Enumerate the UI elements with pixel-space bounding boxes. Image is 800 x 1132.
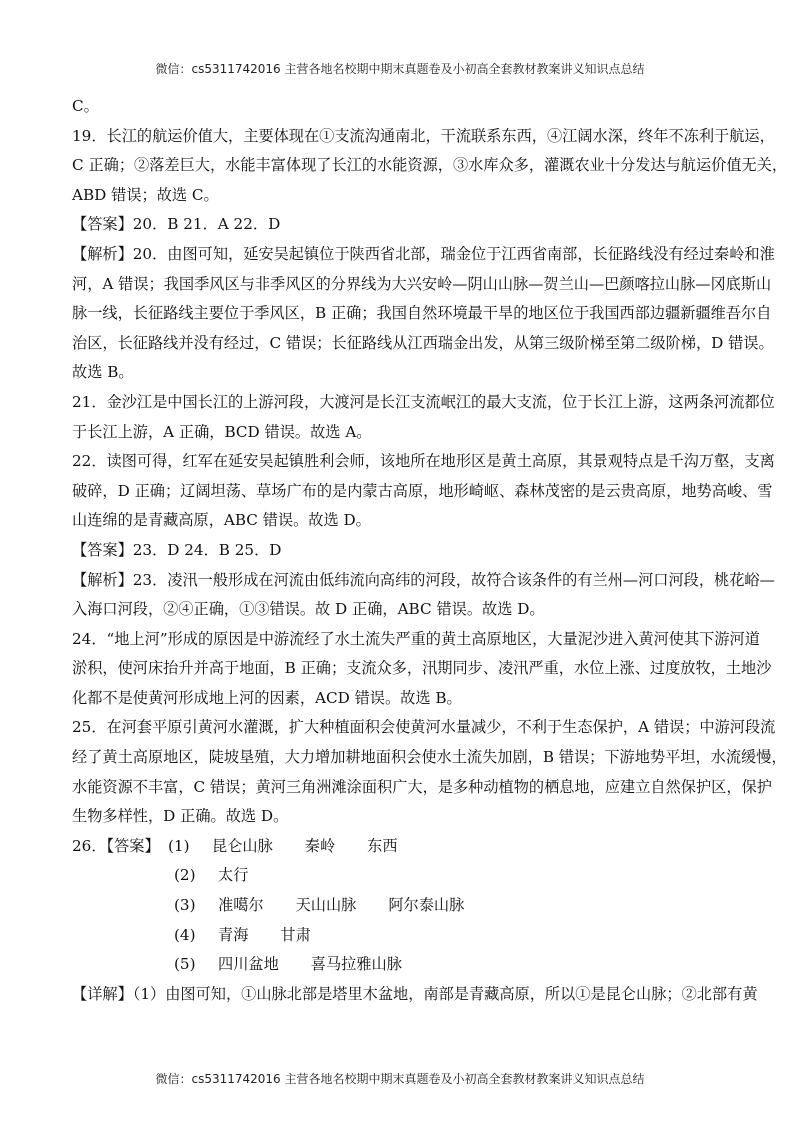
- answer-term: 昆仑山脉: [212, 836, 273, 855]
- text-line: 生物多样性，D 正确。故选 D。: [72, 807, 289, 826]
- answer-row: [72, 891, 728, 921]
- detail-line: 【详解】（1）由图可知，①山脉北部是塔里木盆地，南部是青藏高原，所以①是昆仑山脉；②北部有黄: [72, 984, 758, 1003]
- text-lines: [72, 92, 788, 832]
- page-body: [72, 92, 788, 1009]
- answer-term: 天山山脉: [295, 896, 357, 915]
- answer-indent: [72, 921, 174, 951]
- answer-heading: 26．【答案】: [72, 836, 160, 855]
- text-line: 19．长江的航运价值大，主要体现在①支流沟通南北，干流联系东西，④江阔水深，终年不冻利于航运，: [72, 126, 775, 145]
- text-line: ABD 错误；故选 C。: [72, 185, 219, 204]
- answer-indent: [72, 891, 174, 921]
- text-line: 水能资源不丰富，C 错误；黄河三角洲滩涂面积广大，是多种动植物的栖息地，应建立自然保护区，保护: [72, 777, 772, 796]
- answer-number: (4): [174, 925, 196, 944]
- answer-number: (5): [174, 955, 196, 974]
- answer-indent: [72, 950, 174, 980]
- answer-26-block: [72, 832, 728, 980]
- text-line: 化都不是使黄河形成地上河的因素，ACD 错误。故选 B。: [72, 688, 462, 707]
- text-line: 山连绵的是青藏高原，ABC 错误。故选 D。: [72, 511, 371, 530]
- page-footer: 微信：cs5311742016 主营各地名校期中期末真题卷及小初高全套教材教案讲义知识点总结: [155, 1072, 645, 1086]
- answer-term: 四川盆地: [218, 955, 279, 974]
- text-line: 故选 B。: [72, 363, 134, 382]
- text-line: 【答案】23．D 24．B 25．D: [72, 540, 282, 559]
- text-line: 淤积，使河床抬升并高于地面，B 正确；支流众多，汛期同步、凌汛严重，水位上涨、过度放牧，土地沙: [72, 659, 772, 678]
- answer-number: (2): [174, 866, 196, 885]
- answer-number: (3): [174, 896, 196, 915]
- text-line: 24．“地上河”形成的原因是中游流经了水土流失严重的黄土高原地区，大量泥沙进入黄河使其下游河道: [72, 629, 760, 648]
- text-line: 治区，长征路线并没有经过，C 错误；长征路线从江西瑞金出发，从第三级阶梯至第二级阶梯，D 错误。: [72, 333, 774, 352]
- page-header: 微信：cs5311742016 主营各地名校期中期末真题卷及小初高全套教材教案讲义知识点总结: [155, 62, 645, 76]
- text-line: 破碎，D 正确；辽阔坦荡、草场广布的是内蒙古高原，地形崎岖、森林茂密的是云贵高原，地势高峻、雪: [72, 481, 773, 500]
- text-line: 【答案】20．B 21．A 22．D: [72, 215, 281, 234]
- answer-term: 太行: [218, 866, 249, 885]
- text-line: 河，A 错误；我国季风区与非季风区的分界线为大兴安岭—阴山山脉—贺兰山—巴颜喀拉山脉—冈底斯山: [72, 274, 772, 293]
- text-line: 入海口河段，②④正确，①③错误。故 D 正确，ABC 错误。故选 D。: [72, 600, 545, 619]
- answer-term: 秦岭: [304, 836, 336, 855]
- answer-term: 阿尔泰山脉: [388, 896, 465, 915]
- answer-term: 喜马拉雅山脉: [310, 955, 402, 974]
- text-line: 于长江上游，A 正确，BCD 错误。故选 A。: [72, 422, 372, 441]
- answer-term: 东西: [367, 836, 398, 855]
- text-line: 【解析】20．由图可知，延安吴起镇位于陕西省北部，瑞金位于江西省南部，长征路线没有经过秦岭和淮: [72, 244, 775, 263]
- answer-term: 准噶尔: [218, 896, 264, 915]
- text-line: C 正确；②落差巨大，水能丰富体现了长江的水能资源，③水库众多，灌溉农业十分发达与航运价值无关，: [72, 156, 788, 175]
- text-line: 22．读图可得，红军在延安吴起镇胜利会师，该地所在地形区是黄土高原，其景观特点是千沟万壑，支离: [72, 452, 775, 471]
- answer-row: [72, 921, 728, 951]
- text-line: 25．在河套平原引黄河水灌溉，扩大种植面积会使黄河水量减少，不利于生态保护，A 错误；中游河段流: [72, 718, 776, 737]
- answer-indent: [72, 861, 174, 891]
- answer-row: [72, 950, 728, 980]
- answer-number: (1): [168, 836, 190, 855]
- text-line: 【解析】23．凌汛一般形成在河流由低纬流向高纬的河段，故符合该条件的有兰州—河口河段，桃花峪—: [72, 570, 775, 589]
- text-line: 21．金沙江是中国长江的上游河段，大渡河是长江支流岷江的最大支流，位于长江上游，这两条河流都位: [72, 392, 775, 411]
- text-line: 脉一线，长征路线主要位于季风区，B 正确；我国自然环境最干旱的地区位于我国西部边疆新疆维吾尔自: [72, 304, 772, 323]
- answer-row: [72, 832, 728, 862]
- text-line: C。: [72, 97, 99, 115]
- answer-term: 甘肃: [280, 925, 311, 944]
- answer-row: [72, 861, 728, 891]
- text-line: 经了黄土高原地区，陡坡垦殖，大力增加耕地面积会使水土流失加剧，B 错误；下游地势平坦，水流缓慢，: [72, 748, 787, 767]
- answer-term: 青海: [218, 925, 249, 944]
